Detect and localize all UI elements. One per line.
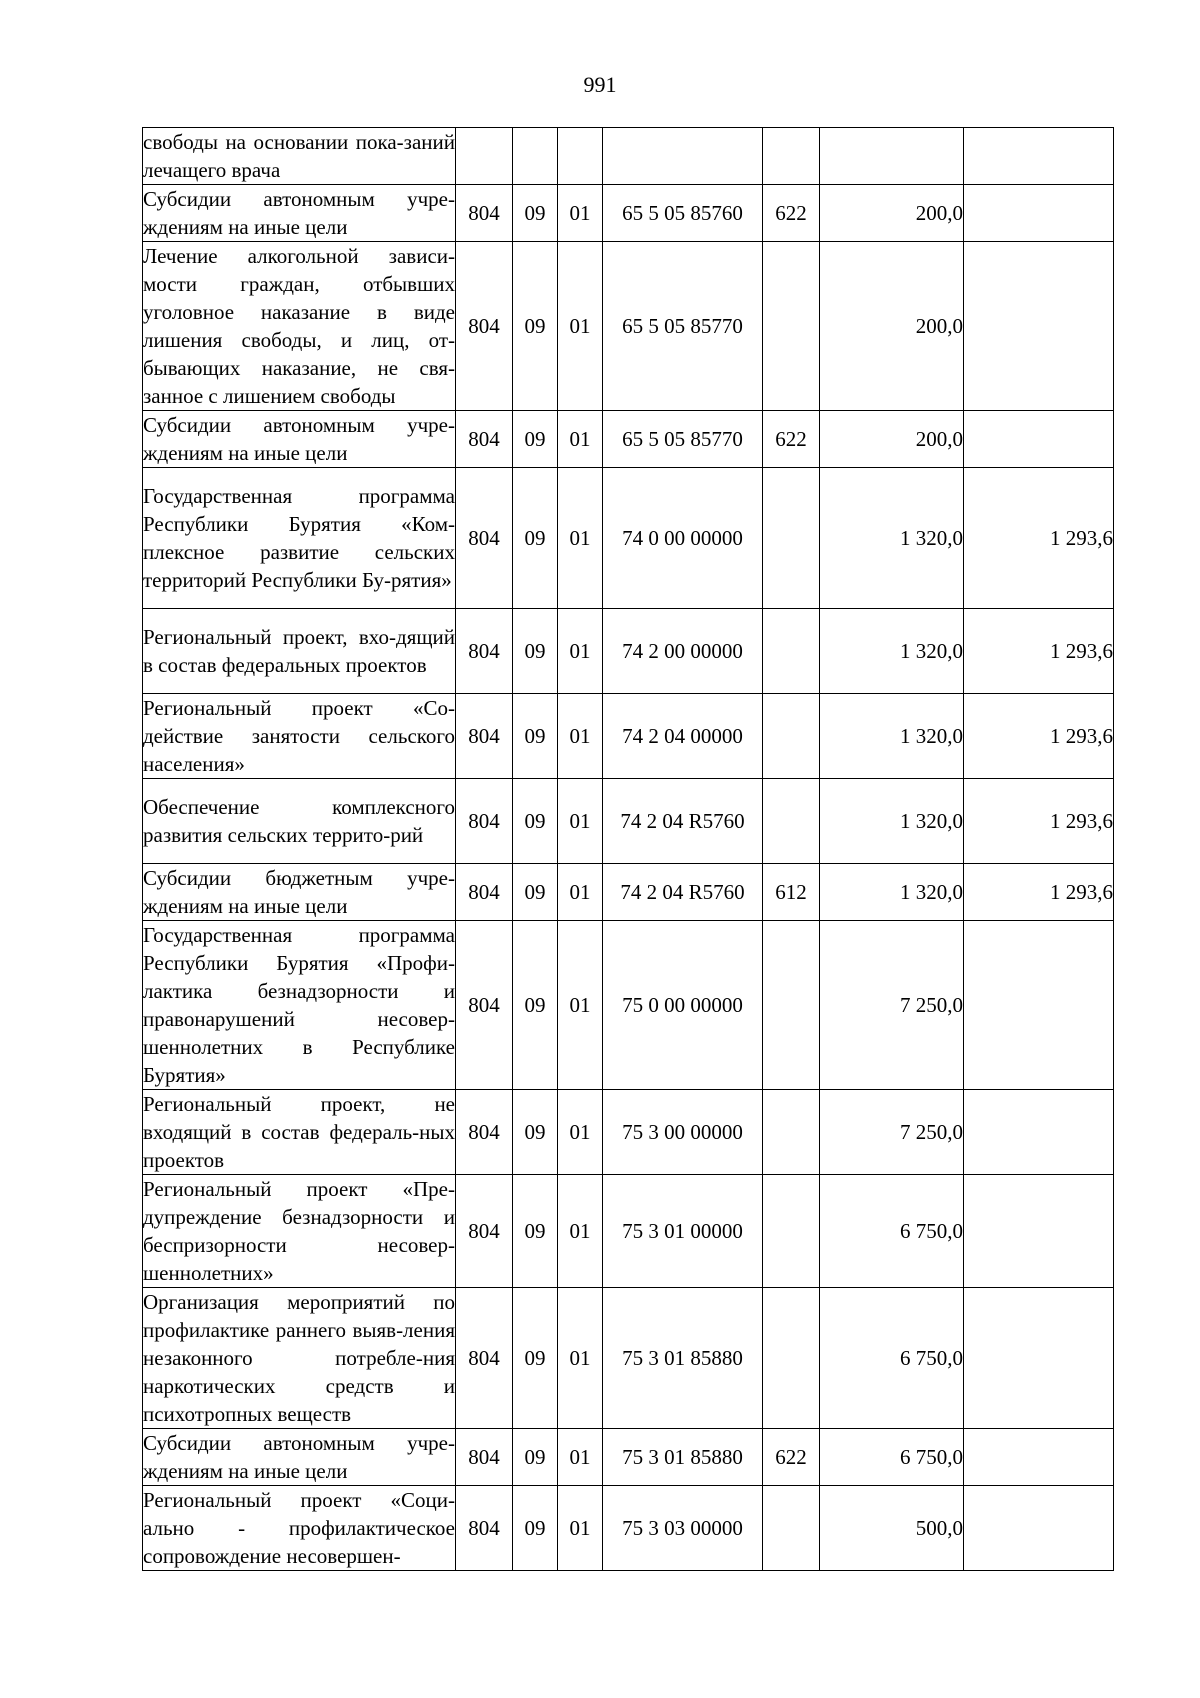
cell-pr: 01 (558, 694, 603, 779)
cell-sum-2 (964, 1175, 1114, 1288)
cell-ved: 804 (456, 1288, 513, 1429)
cell-vr (763, 1288, 820, 1429)
cell-sum-2 (964, 1288, 1114, 1429)
table-row (143, 609, 1114, 694)
cell-vr (763, 242, 820, 411)
cell-sum-2 (964, 1090, 1114, 1175)
cell-sum-2 (964, 242, 1114, 411)
cell-rz: 09 (513, 1429, 558, 1486)
cell-pr: 01 (558, 1090, 603, 1175)
cell-rz: 09 (513, 779, 558, 864)
cell-sum-2 (964, 411, 1114, 468)
cell-ved: 804 (456, 864, 513, 921)
cell-sum-1: 1 320,0 (820, 468, 964, 609)
cell-rz: 09 (513, 1090, 558, 1175)
cell-name: свободы на основании пока-заний лечащего врача (143, 128, 456, 185)
cell-sum-1: 7 250,0 (820, 1090, 964, 1175)
cell-csr: 74 2 04 R5760 (603, 779, 763, 864)
cell-sum-2: 1 293,6 (964, 609, 1114, 694)
cell-pr: 01 (558, 1486, 603, 1571)
cell-rz: 09 (513, 921, 558, 1090)
cell-sum-1: 200,0 (820, 185, 964, 242)
cell-ved: 804 (456, 1486, 513, 1571)
cell-csr: 74 2 04 00000 (603, 694, 763, 779)
cell-vr (763, 1090, 820, 1175)
cell-pr (558, 128, 603, 185)
cell-vr (763, 1486, 820, 1571)
cell-ved: 804 (456, 779, 513, 864)
cell-csr: 75 3 00 00000 (603, 1090, 763, 1175)
cell-vr (763, 694, 820, 779)
cell-vr (763, 1175, 820, 1288)
cell-name: Организация мероприятий по профилактике раннего выяв-ления незаконного потребле-ния наркотических средств и психотропных веществ (143, 1288, 456, 1429)
cell-sum-1: 1 320,0 (820, 609, 964, 694)
cell-csr: 74 2 00 00000 (603, 609, 763, 694)
table-row (143, 1486, 1114, 1571)
cell-name: Субсидии бюджетным учре-ждениям на иные цели (143, 864, 456, 921)
cell-ved: 804 (456, 921, 513, 1090)
table-row (143, 921, 1114, 1090)
cell-pr: 01 (558, 468, 603, 609)
cell-sum-1 (820, 128, 964, 185)
cell-rz: 09 (513, 864, 558, 921)
cell-sum-1: 7 250,0 (820, 921, 964, 1090)
cell-ved: 804 (456, 242, 513, 411)
table-row (143, 864, 1114, 921)
cell-ved: 804 (456, 694, 513, 779)
cell-ved: 804 (456, 1429, 513, 1486)
cell-sum-1: 200,0 (820, 411, 964, 468)
cell-rz: 09 (513, 1175, 558, 1288)
cell-rz: 09 (513, 242, 558, 411)
cell-csr: 75 0 00 00000 (603, 921, 763, 1090)
table-row (143, 411, 1114, 468)
cell-sum-1: 6 750,0 (820, 1288, 964, 1429)
cell-pr: 01 (558, 1429, 603, 1486)
cell-pr: 01 (558, 1288, 603, 1429)
cell-sum-2 (964, 1429, 1114, 1486)
cell-pr: 01 (558, 411, 603, 468)
cell-name: Региональный проект «Со-действие занятости сельского населения» (143, 694, 456, 779)
table-row (143, 128, 1114, 185)
cell-sum-1: 200,0 (820, 242, 964, 411)
table-row (143, 694, 1114, 779)
table-row (143, 185, 1114, 242)
cell-pr: 01 (558, 185, 603, 242)
cell-ved: 804 (456, 609, 513, 694)
cell-vr (763, 128, 820, 185)
cell-csr: 75 3 01 85880 (603, 1429, 763, 1486)
cell-vr: 612 (763, 864, 820, 921)
table-row (143, 1175, 1114, 1288)
cell-csr: 65 5 05 85770 (603, 411, 763, 468)
cell-sum-2 (964, 921, 1114, 1090)
cell-rz: 09 (513, 1288, 558, 1429)
cell-name: Лечение алкогольной зависи-мости граждан, отбывших уголовное наказание в виде лишения свободы, и лиц, от-бывающих наказание, не свя-занное с лишением свободы (143, 242, 456, 411)
cell-pr: 01 (558, 779, 603, 864)
cell-vr: 622 (763, 1429, 820, 1486)
cell-sum-2 (964, 128, 1114, 185)
cell-name: Обеспечение комплексного развития сельских террито-рий (143, 779, 456, 864)
cell-sum-2 (964, 1486, 1114, 1571)
cell-name: Региональный проект «Соци-ально - профилактическое сопровождение несовершен- (143, 1486, 456, 1571)
cell-name: Региональный проект, вхо-дящий в состав федеральных проектов (143, 609, 456, 694)
cell-name: Субсидии автономным учре-ждениям на иные цели (143, 1429, 456, 1486)
cell-sum-1: 1 320,0 (820, 694, 964, 779)
cell-csr: 75 3 01 00000 (603, 1175, 763, 1288)
table-row (143, 242, 1114, 411)
cell-rz: 09 (513, 609, 558, 694)
page-number: 991 (583, 72, 617, 97)
cell-name: Региональный проект «Пре-дупреждение безнадзорности и беспризорности несовер-шеннолетних» (143, 1175, 456, 1288)
cell-vr: 622 (763, 185, 820, 242)
cell-vr (763, 921, 820, 1090)
cell-pr: 01 (558, 921, 603, 1090)
cell-vr: 622 (763, 411, 820, 468)
table-body (143, 128, 1114, 1571)
cell-sum-2: 1 293,6 (964, 864, 1114, 921)
cell-rz: 09 (513, 1486, 558, 1571)
table-row (143, 1429, 1114, 1486)
cell-sum-2: 1 293,6 (964, 694, 1114, 779)
cell-sum-1: 1 320,0 (820, 864, 964, 921)
cell-pr: 01 (558, 242, 603, 411)
cell-pr: 01 (558, 864, 603, 921)
cell-sum-1: 500,0 (820, 1486, 964, 1571)
table-row (143, 1090, 1114, 1175)
cell-csr: 74 0 00 00000 (603, 468, 763, 609)
cell-ved: 804 (456, 1175, 513, 1288)
cell-name: Государственная программа Республики Бурятия «Профи-лактика безнадзорности и правонарушений несовер-шеннолетних в Республике Бурятия» (143, 921, 456, 1090)
cell-sum-1: 6 750,0 (820, 1175, 964, 1288)
cell-ved (456, 128, 513, 185)
cell-pr: 01 (558, 609, 603, 694)
cell-sum-1: 1 320,0 (820, 779, 964, 864)
cell-name: Региональный проект, не входящий в состав федераль-ных проектов (143, 1090, 456, 1175)
cell-csr: 65 5 05 85770 (603, 242, 763, 411)
cell-rz: 09 (513, 411, 558, 468)
cell-ved: 804 (456, 185, 513, 242)
cell-rz: 09 (513, 468, 558, 609)
cell-csr: 75 3 03 00000 (603, 1486, 763, 1571)
cell-vr (763, 779, 820, 864)
cell-rz: 09 (513, 694, 558, 779)
cell-vr (763, 468, 820, 609)
cell-ved: 804 (456, 468, 513, 609)
cell-rz (513, 128, 558, 185)
cell-name: Субсидии автономным учре-ждениям на иные цели (143, 411, 456, 468)
cell-sum-1: 6 750,0 (820, 1429, 964, 1486)
table-row (143, 1288, 1114, 1429)
cell-csr (603, 128, 763, 185)
table-row (143, 779, 1114, 864)
cell-sum-2: 1 293,6 (964, 779, 1114, 864)
table-row (143, 468, 1114, 609)
cell-pr: 01 (558, 1175, 603, 1288)
cell-rz: 09 (513, 185, 558, 242)
budget-table (142, 127, 1114, 1571)
cell-vr (763, 609, 820, 694)
cell-sum-2: 1 293,6 (964, 468, 1114, 609)
cell-csr: 75 3 01 85880 (603, 1288, 763, 1429)
cell-name: Государственная программа Республики Бурятия «Ком-плексное развитие сельских территорий Республики Бу-рятия» (143, 468, 456, 609)
cell-ved: 804 (456, 411, 513, 468)
cell-name: Субсидии автономным учре-ждениям на иные цели (143, 185, 456, 242)
cell-csr: 74 2 04 R5760 (603, 864, 763, 921)
cell-csr: 65 5 05 85760 (603, 185, 763, 242)
cell-sum-2 (964, 185, 1114, 242)
cell-ved: 804 (456, 1090, 513, 1175)
